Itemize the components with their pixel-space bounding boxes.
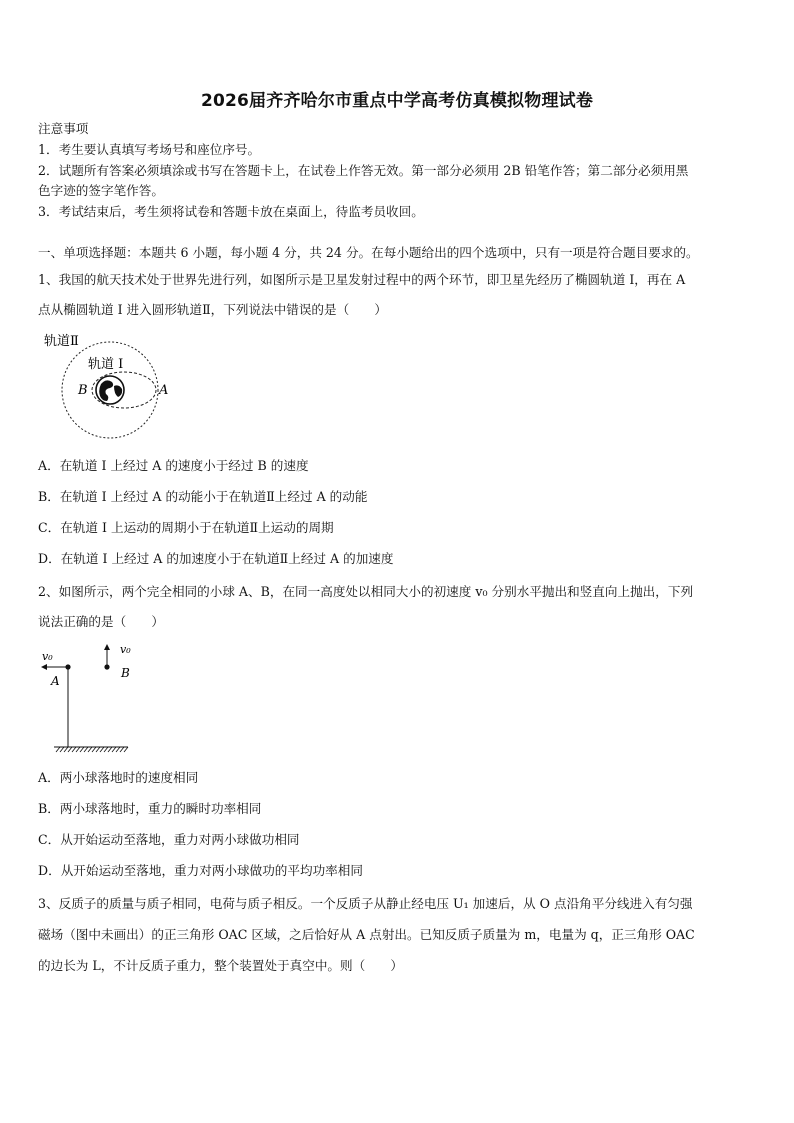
q2-option-c: C．从开始运动至落地，重力对两小球做功相同 — [38, 832, 300, 847]
projectile-figure — [38, 640, 138, 762]
arrow-up-icon — [104, 644, 110, 650]
notice-item-3: 3．考试结束后，考生须将试卷和答题卡放在桌面上，待监考员收回。 — [38, 204, 424, 219]
v0-up-label: v₀ — [120, 643, 131, 656]
arrow-left-icon — [41, 664, 47, 670]
ball-a — [65, 664, 70, 669]
q1-option-d: D．在轨道 I 上经过 A 的加速度小于在轨道Ⅱ上经过 A 的加速度 — [38, 551, 394, 566]
q1-stem-line1: 1、我国的航天技术处于世界先进行列，如图所示是卫星发射过程中的两个环节，即卫星先经历了椭圆轨道 I，再在 A — [38, 272, 686, 287]
q2-option-b: B．两小球落地时，重力的瞬时功率相同 — [38, 801, 262, 816]
notice-item-2: 2．试题所有答案必须填涂或书写在答题卡上，在试卷上作答无效。第一部分必须用 2B 铅笔作答；第二部分必须用黑 — [38, 163, 689, 178]
q2-option-a: A．两小球落地时的速度相同 — [38, 770, 199, 785]
notice-item-2-cont: 色字迹的签字笔作答。 — [38, 183, 164, 198]
q1-option-b: B．在轨道 I 上经过 A 的动能小于在轨道Ⅱ上经过 A 的动能 — [38, 489, 368, 504]
q3-stem-line1: 3、反质子的质量与质子相同，电荷与质子相反。一个反质子从静止经电压 U₁ 加速后，从 O 点沿角平分线进入有匀强 — [38, 896, 693, 911]
point-b-label: B — [78, 383, 88, 398]
orbit-2-label: 轨道Ⅱ — [44, 334, 79, 349]
ball-b-label: B — [121, 666, 130, 680]
q2-stem-line1: 2、如图所示，两个完全相同的小球 A、B，在同一高度处以相同大小的初速度 v₀ 分别水平抛出和竖直向上抛出，下列 — [38, 584, 694, 599]
q1-option-c: C．在轨道 I 上运动的周期小于在轨道Ⅱ上运动的周期 — [38, 520, 334, 535]
point-a-label: A — [159, 383, 168, 398]
section-heading: 一、单项选择题：本题共 6 小题，每小题 4 分，共 24 分。在每小题给出的四个选项中，只有一项是符合题目要求的。 — [38, 245, 699, 260]
ground-hatch — [56, 747, 128, 752]
orbit-figure — [38, 328, 168, 444]
q2-stem-line2: 说法正确的是（ ） — [38, 614, 164, 629]
q1-stem-line2: 点从椭圆轨道 I 进入圆形轨道Ⅱ，下列说法中错误的是（ ） — [38, 302, 387, 317]
page-title: 2026届齐齐哈尔市重点中学高考仿真模拟物理试卷 — [200, 91, 594, 111]
v0-left-label: v₀ — [42, 650, 53, 663]
q2-option-d: D．从开始运动至落地，重力对两小球做功的平均功率相同 — [38, 863, 363, 878]
ball-b — [104, 664, 109, 669]
q1-option-a: A．在轨道 I 上经过 A 的速度小于经过 B 的速度 — [38, 458, 309, 473]
notice-item-1: 1．考生要认真填写考场号和座位序号。 — [38, 142, 261, 157]
ball-a-label: A — [51, 674, 60, 688]
notice-heading: 注意事项 — [38, 121, 89, 136]
q3-stem-line2: 磁场（图中未画出）的正三角形 OAC 区域，之后恰好从 A 点射出。已知反质子质量为 m，电量为 q，正三角形 OAC — [38, 927, 695, 942]
q3-stem-line3: 的边长为 L，不计反质子重力，整个装置处于真空中。则（ ） — [38, 958, 403, 973]
orbit-1-label: 轨道 I — [88, 357, 124, 372]
